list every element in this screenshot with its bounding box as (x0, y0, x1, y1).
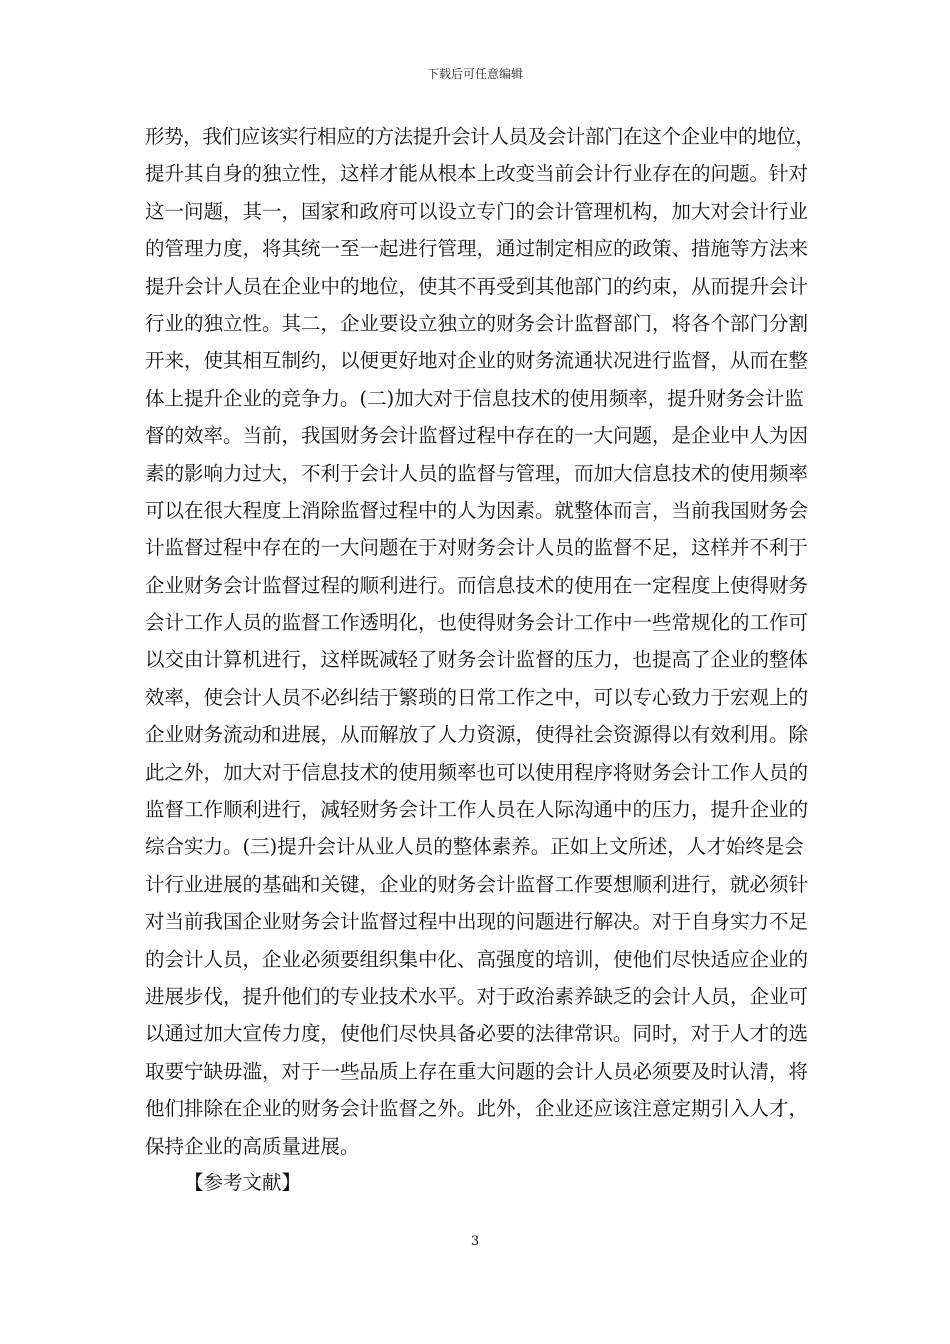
text-line: 效率，使会计人员不必纠结于繁琐的日常工作之中，可以专心致力于宏观上的 (145, 685, 809, 709)
text-line: 提升其自身的独立性，这样才能从根本上改变当前会计行业存在的问题。针对 (145, 162, 809, 186)
text-line: 这一问题，其一，国家和政府可以设立专门的会计管理机构，加大对会计行业 (145, 199, 809, 223)
text-line: 取要宁缺毋滥，对于一些品质上存在重大问题的会计人员必须要及时认清，将 (145, 1059, 809, 1083)
text-line: 企业财务流动和进展，从而解放了人力资源，使得社会资源得以有效利用。除 (145, 723, 809, 747)
text-line: 素的影响力过大，不利于会计人员的监督与管理，而加大信息技术的使用频率 (145, 461, 809, 485)
text-line: 提升会计人员在企业中的地位，使其不再受到其他部门的约束，从而提升会计 (145, 274, 809, 298)
text-line: 综合实力。(三)提升会计从业人员的整体素养。正如上文所述，人才始终是会 (145, 835, 804, 859)
text-line: 督的效率。当前，我国财务会计监督过程中存在的一大问题，是企业中人为因 (145, 424, 809, 448)
text-line: 监督工作顺利进行，减轻财务会计工作人员在人际沟通中的压力，提升企业的 (145, 798, 809, 822)
text-line: 计行业进展的基础和关键，企业的财务会计监督工作要想顺利进行，就必须针 (145, 872, 809, 896)
text-line: 计监督过程中存在的一大问题在于对财务会计人员的监督不足，这样并不利于 (145, 536, 809, 560)
text-line: 对当前我国企业财务会计监督过程中出现的问题进行解决。对于自身实力不足 (145, 910, 809, 934)
text-line: 开来，使其相互制约，以便更好地对企业的财务流通状况进行监督，从而在整 (145, 349, 809, 373)
text-line: 企业财务会计监督过程的顺利进行。而信息技术的使用在一定程度上使得财务 (145, 573, 809, 597)
text-line: 他们排除在企业的财务会计监督之外。此外，企业还应该注意定期引入人才， (145, 1097, 809, 1121)
text-line: 的管理力度，将其统一至一起进行管理，通过制定相应的政策、措施等方法来 (145, 237, 809, 261)
text-line: 保持企业的高质量进展。 (145, 1134, 360, 1158)
text-line: 以通过加大宣传力度，使他们尽快具备必要的法律常识。同时，对于人才的选 (145, 1022, 809, 1046)
body-paragraph (145, 118, 815, 1165)
text-line: 行业的独立性。其二，企业要设立独立的财务会计监督部门，将各个部门分割 (145, 311, 809, 335)
text-line: 以交由计算机进行，这样既减轻了财务会计监督的压力，也提高了企业的整体 (145, 648, 809, 672)
page-number: 3 (470, 1234, 480, 1249)
text-line: 进展步伐，提升他们的专业技术水平。对于政治素养缺乏的会计人员，企业可 (145, 984, 809, 1008)
text-line: 此之外，加大对于信息技术的使用频率也可以使用程序将财务会计工作人员的 (145, 760, 809, 784)
page-header: 下载后可任意编辑 (426, 67, 523, 81)
text-line: 会计工作人员的监督工作透明化，也使得财务会计工作中一些常规化的工作可 (145, 611, 809, 635)
text-line: 体上提升企业的竞争力。(二)加大对于信息技术的使用频率，提升财务会计监 (145, 386, 804, 410)
text-line: 的会计人员，企业必须要组织集中化、高强度的培训，使他们尽快适应企业的 (145, 947, 809, 971)
text-line: 形势，我们应该实行相应的方法提升会计人员及会计部门在这个企业中的地位， (145, 125, 815, 148)
references-heading: 【参考文献】 (184, 1171, 302, 1194)
text-line: 可以在很大程度上消除监督过程中的人为因素。就整体而言，当前我国财务会 (145, 498, 809, 522)
